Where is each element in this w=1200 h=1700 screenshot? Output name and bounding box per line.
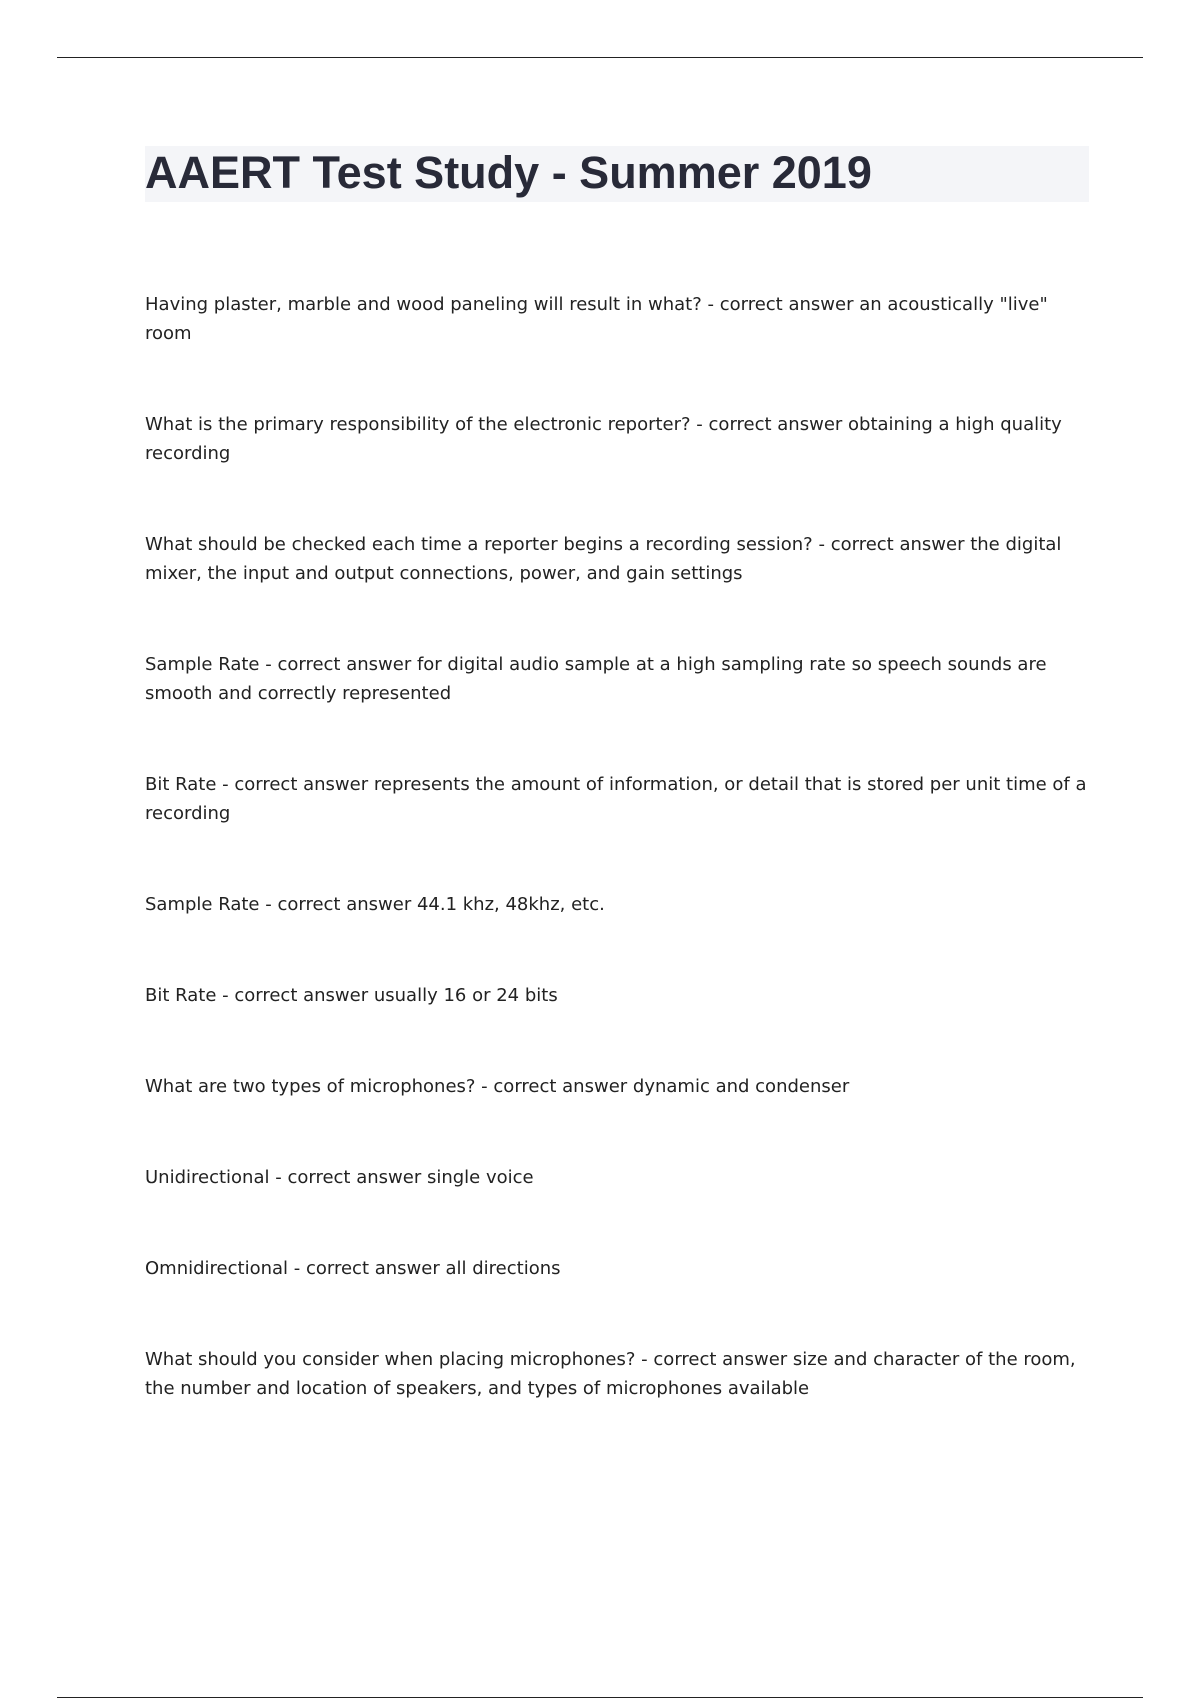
qa-item	[145, 290, 1095, 348]
question-text: What are two types of microphones?	[145, 1076, 476, 1097]
answer-prefix: correct answer	[305, 1258, 440, 1279]
question-text: Sample Rate	[145, 654, 260, 675]
answer-text: all directions	[445, 1258, 561, 1279]
answer-prefix: correct answer	[234, 774, 369, 795]
answer-prefix: correct answer	[277, 894, 412, 915]
answer-prefix: correct answer	[708, 414, 843, 435]
qa-item	[145, 530, 1095, 588]
answer-text: dynamic and condenser	[632, 1076, 850, 1097]
question-text: Having plaster, marble and wood paneling will result in what?	[145, 294, 702, 315]
answer-text: obtaining a high quality recording	[145, 414, 1062, 464]
answer-prefix: correct answer	[234, 985, 369, 1006]
qa-item	[145, 1072, 1095, 1101]
question-text: Sample Rate	[145, 894, 260, 915]
question-text: What should you consider when placing microphones?	[145, 1349, 636, 1370]
qa-item	[145, 1254, 1095, 1283]
answer-text: represents the amount of information, or detail that is stored per unit time of a recording	[145, 774, 1087, 824]
question-text: What is the primary responsibility of the electronic reporter?	[145, 414, 691, 435]
bottom-divider	[57, 1697, 1143, 1698]
question-text: Omnidirectional	[145, 1258, 289, 1279]
qa-item	[145, 410, 1095, 468]
answer-prefix: correct answer	[830, 534, 965, 555]
answer-prefix: correct answer	[493, 1076, 628, 1097]
answer-text: an acoustically "live" room	[145, 294, 1048, 344]
answer-prefix: correct answer	[287, 1167, 422, 1188]
qa-item	[145, 890, 1095, 919]
qa-item	[145, 650, 1095, 708]
answer-prefix: correct answer	[277, 654, 412, 675]
qa-item	[145, 770, 1095, 828]
top-divider	[57, 57, 1143, 58]
qa-item	[145, 1345, 1095, 1403]
question-text: What should be checked each time a reporter begins a recording session?	[145, 534, 813, 555]
answer-text: 44.1 khz, 48khz, etc.	[416, 894, 605, 915]
answer-text: usually 16 or 24 bits	[373, 985, 558, 1006]
answer-prefix: correct answer	[719, 294, 854, 315]
question-text: Bit Rate	[145, 985, 217, 1006]
answer-prefix: correct answer	[653, 1349, 788, 1370]
answer-text: the digital mixer, the input and output connections, power, and gain settings	[145, 534, 1062, 584]
qa-item	[145, 981, 1095, 1010]
question-text: Unidirectional	[145, 1167, 270, 1188]
answer-text: for digital audio sample at a high sampling rate so speech sounds are smooth and correctly represented	[145, 654, 1047, 704]
answer-text: single voice	[426, 1167, 534, 1188]
qa-list	[145, 290, 1095, 1465]
answer-text: size and character of the room, the number and location of speakers, and types of microphones available	[145, 1349, 1076, 1399]
question-text: Bit Rate	[145, 774, 217, 795]
qa-item	[145, 1163, 1095, 1192]
page-title: AAERT Test Study - Summer 2019	[145, 147, 872, 198]
